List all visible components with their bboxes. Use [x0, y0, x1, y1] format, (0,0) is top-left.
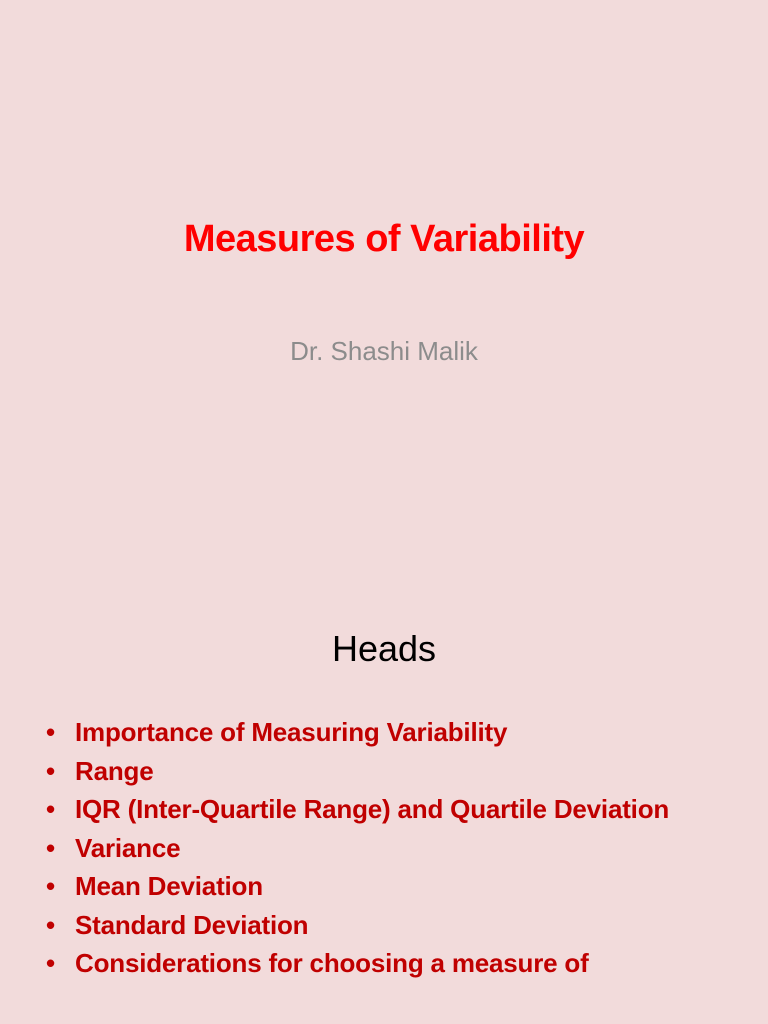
bullet-dot-icon: • — [46, 717, 55, 747]
bullet-dot-icon: • — [46, 755, 55, 786]
bullet-item-mean-deviation — [46, 867, 746, 906]
heads-bullet-list — [46, 713, 746, 983]
slide-subtitle-author: Dr. Shashi Malik — [290, 336, 478, 366]
bullet-text: Importance of Measuring Variability — [75, 717, 508, 747]
bullet-item-standard-deviation — [46, 906, 746, 945]
slide-title: Measures of Variability — [183, 218, 585, 260]
bullet-dot-icon: • — [46, 948, 55, 978]
bullet-text: Variance — [75, 832, 181, 863]
bullet-item-considerations — [46, 944, 746, 983]
bullet-text: Considerations for choosing a measure of — [75, 948, 589, 978]
bullet-text: Range — [75, 755, 154, 786]
heads-title: Heads — [331, 628, 437, 669]
bullet-text: Mean Deviation — [75, 871, 263, 901]
bullet-text: Standard Deviation — [75, 909, 309, 940]
bullet-dot-icon: • — [46, 871, 55, 901]
bullet-dot-icon: • — [46, 794, 55, 824]
bullet-dot-icon: • — [46, 909, 55, 940]
bullet-item-range — [46, 752, 746, 791]
bullet-item-iqr — [46, 790, 746, 829]
bullet-item-variance — [46, 829, 746, 868]
bullet-dot-icon: • — [46, 832, 55, 863]
bullet-item-importance — [46, 713, 746, 752]
bullet-text: IQR (Inter-Quartile Range) and Quartile Deviation — [75, 794, 670, 824]
